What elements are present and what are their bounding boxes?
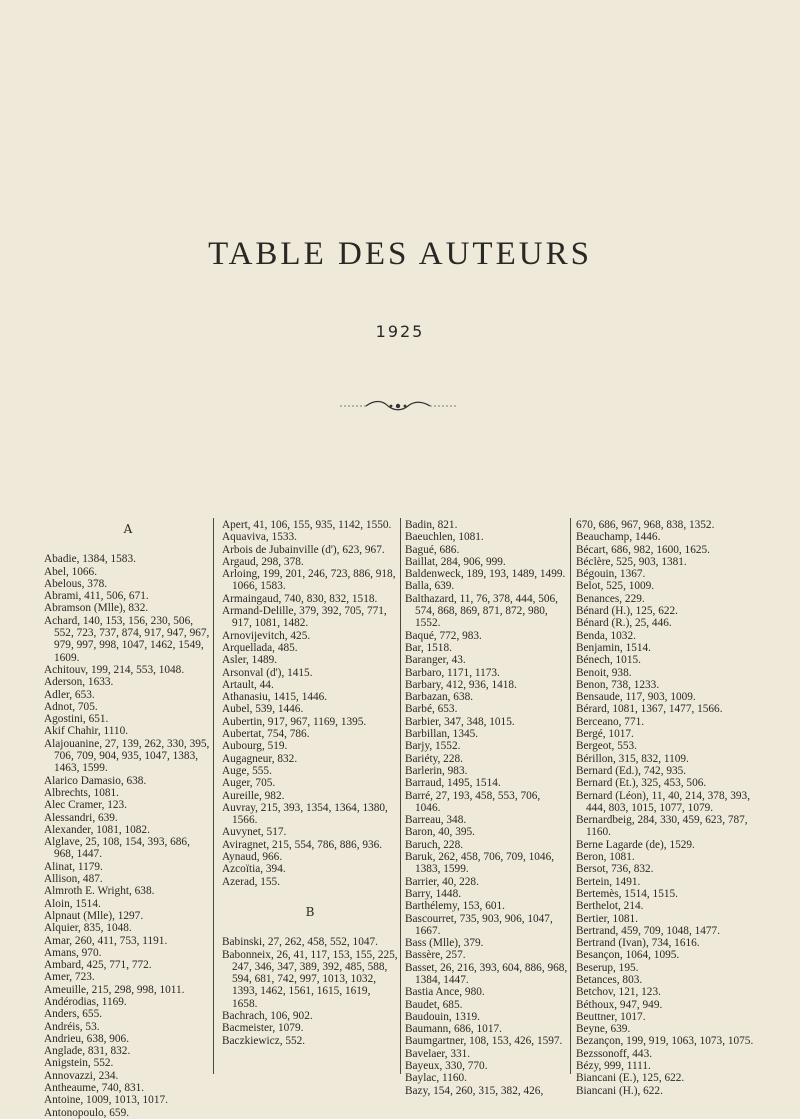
author-entry: Bégouin, 1367. <box>576 568 646 581</box>
author-entry: Betchov, 121, 123. <box>576 986 661 999</box>
author-entry: Arbois de Jubainville (d'), 623, 967. <box>222 543 385 556</box>
author-entry: Bensaude, 117, 903, 1009. <box>576 691 696 704</box>
author-entry: Augagneur, 832. <box>222 752 298 765</box>
author-entry: Baylac, 1160. <box>405 1072 468 1085</box>
author-entry: Allison, 487. <box>44 873 103 886</box>
author-entry: Barbazan, 638. <box>405 691 474 704</box>
author-entry: Alpnaut (Mlle), 1297. <box>44 909 144 922</box>
author-entry: Barbier, 347, 348, 1015. <box>405 715 515 728</box>
author-entry: Bénech, 1015. <box>576 654 641 667</box>
author-entry: Beyne, 639. <box>576 1023 631 1036</box>
author-entry: Aubertat, 754, 786. <box>222 728 310 741</box>
author-entry: Bénard (H.), 125, 622. <box>576 605 678 618</box>
author-entry: Andréis, 53. <box>44 1020 100 1033</box>
author-entry: Barraud, 1495, 1514. <box>405 777 501 790</box>
author-entry: Bertier, 1081. <box>576 912 638 925</box>
author-entry: Baruk, 262, 458, 706, 709, 1046, 1383, 1599. <box>405 851 555 876</box>
author-entry: Achitouv, 199, 214, 553, 1048. <box>44 663 185 676</box>
author-entry: Beuttner, 1017. <box>576 1010 646 1023</box>
author-entry: Azcoïtia, 394. <box>222 863 286 876</box>
author-entry: Béclère, 525, 903, 1381. <box>576 555 687 568</box>
author-entry: Bar, 1518. <box>405 641 452 654</box>
author-entry: Antoine, 1009, 1013, 1017. <box>44 1094 168 1107</box>
author-entry: Alinat, 1179. <box>44 860 103 873</box>
author-entry: Bezssonoff, 443. <box>576 1047 653 1060</box>
ornament-flourish-icon <box>338 398 458 414</box>
author-entry: Adler, 653. <box>44 688 95 701</box>
author-entry: Auge, 555. <box>222 764 272 777</box>
author-entry: Antheaume, 740, 831. <box>44 1082 145 1095</box>
author-entry: Berceano, 771. <box>576 715 645 728</box>
author-entry: Armaingaud, 740, 830, 832, 1518. <box>222 592 378 605</box>
author-entry: Alec Cramer, 123. <box>44 799 127 812</box>
author-entry: Auvray, 215, 393, 1354, 1364, 1380, 1566. <box>222 801 388 827</box>
author-entry: Bagué, 686. <box>405 543 460 556</box>
author-entry: Alquier, 835, 1048. <box>44 922 132 935</box>
author-entry: Abramson (Mlle), 832. <box>44 602 149 615</box>
author-entry: Argaud, 298, 378. <box>222 555 304 568</box>
author-entry: Biancani (H.), 622. <box>576 1084 663 1097</box>
author-entry: Athanasiu, 1415, 1446. <box>222 691 328 704</box>
author-entry: Arquellada, 485. <box>222 641 298 654</box>
author-entry: 670, 686, 967, 968, 838, 1352. <box>576 519 715 531</box>
author-entry: Besançon, 1064, 1095. <box>576 949 680 962</box>
author-entry: Benjamin, 1514. <box>576 641 651 654</box>
author-entry: Auvynet, 517. <box>222 826 287 839</box>
author-entry: Adnot, 705. <box>44 700 98 713</box>
author-entry: Benances, 229. <box>576 592 645 605</box>
author-entry: Bénard (R.), 25, 446. <box>576 617 672 630</box>
author-entry: Barbé, 653. <box>405 703 458 716</box>
author-entry: Baudouin, 1319. <box>405 1010 480 1023</box>
author-entry: Bertein, 1491. <box>576 875 641 888</box>
author-entry: Alajouanine, 27, 139, 262, 330, 395, 706, 709, 904, 935, 1047, 1383, 1463, 1599. <box>44 737 210 775</box>
author-entry: Berthelot, 214. <box>576 900 644 913</box>
author-entry: Baumann, 686, 1017. <box>405 1023 502 1036</box>
author-entry: Aubel, 539, 1446. <box>222 703 304 716</box>
author-entry: Agostini, 651. <box>44 713 109 726</box>
author-entry: Baeuchlen, 1081. <box>405 531 484 544</box>
column-divider <box>570 518 571 1074</box>
author-entry: Baldenweck, 189, 193, 1489, 1499. <box>405 568 566 581</box>
author-entry: Bazy, 154, 260, 315, 382, 426, <box>405 1084 544 1097</box>
author-entry: Bariéty, 228. <box>405 752 463 765</box>
author-entry: Aureille, 982. <box>222 789 285 802</box>
author-entry: Auger, 705. <box>222 777 276 790</box>
author-entry: Betances, 803. <box>576 973 643 986</box>
author-entry: Aloin, 1514. <box>44 897 101 910</box>
author-entry: Aviragnet, 215, 554, 786, 886, 936. <box>222 838 383 851</box>
author-entry: Barjy, 1552. <box>405 740 461 753</box>
author-entry: Bertemès, 1514, 1515. <box>576 887 678 900</box>
author-entry: Barbary, 412, 936, 1418. <box>405 678 517 691</box>
author-entry: Beserup, 195. <box>576 961 639 974</box>
author-entry: Babonneix, 26, 41, 117, 153, 155, 225, 247, 346, 347, 389, 392, 485, 588, 594, 681, 742, 997, 1013, 1032, 1393, 1462, 1561, 1615, 1619, 1658. <box>222 948 398 1010</box>
author-entry: Ambard, 425, 771, 772. <box>44 959 152 972</box>
author-entry: Biancani (E.), 125, 622. <box>576 1072 685 1085</box>
author-entry: Aubourg, 519. <box>222 740 288 753</box>
author-entry: Ameuille, 215, 298, 998, 1011. <box>44 983 185 996</box>
author-entry: Andérodias, 1169. <box>44 995 127 1008</box>
author-entry: Bertrand (Ivan), 734, 1616. <box>576 937 700 950</box>
author-entry: Alglave, 25, 108, 154, 393, 686, 968, 1447. <box>44 836 190 861</box>
author-entry: Berne Lagarde (de), 1529. <box>576 838 695 851</box>
author-entry: Aynaud, 966. <box>222 851 283 864</box>
author-entry: Benoit, 938. <box>576 666 632 679</box>
author-entry: Belot, 525, 1009. <box>576 580 655 593</box>
author-entry: Benon, 738, 1233. <box>576 678 660 691</box>
author-entry: Balla, 639. <box>405 580 455 593</box>
author-entry: Bernard (Léon), 11, 40, 214, 378, 393, 444, 803, 1015, 1077, 1079. <box>576 789 751 814</box>
author-entry: Asler, 1489. <box>222 654 278 667</box>
author-entry: Bergé, 1017. <box>576 728 634 741</box>
section-letter: A <box>123 522 133 536</box>
author-entry: Bezançon, 199, 919, 1063, 1073, 1075. <box>576 1035 754 1048</box>
author-entry: Barreau, 348. <box>405 814 467 827</box>
author-entry: Bass (Mlle), 379. <box>405 937 484 950</box>
author-entry: Baruch, 228. <box>405 838 464 851</box>
author-entry: Antonopoulo, 659. <box>44 1106 130 1119</box>
index-column-3 <box>405 519 568 1097</box>
author-entry: Anders, 655. <box>44 1008 103 1021</box>
author-entry: Babinski, 27, 262, 458, 552, 1047. <box>222 936 378 949</box>
author-entry: Artault, 44. <box>222 678 274 691</box>
author-entry: Akif Chahir, 1110. <box>44 725 129 738</box>
author-entry: Bacmeister, 1079. <box>222 1022 304 1035</box>
author-entry: Almroth E. Wright, 638. <box>44 885 155 898</box>
column-divider <box>213 518 214 1074</box>
author-entry: Barrier, 40, 228. <box>405 875 479 888</box>
author-entry: Achard, 140, 153, 156, 230, 506, 552, 723, 737, 874, 917, 947, 967, 979, 997, 998, 1047, 1462, 1549, 1609. <box>44 614 210 664</box>
author-entry: Bayeux, 330, 770. <box>405 1060 488 1073</box>
author-entry: Bérard, 1081, 1367, 1477, 1566. <box>576 703 723 716</box>
author-entry: Bérillon, 315, 832, 1109. <box>576 752 689 765</box>
author-entry: Barbillan, 1345. <box>405 728 479 741</box>
author-entry: Baumgartner, 108, 153, 426, 1597. <box>405 1035 563 1048</box>
index-column-4 <box>576 519 756 1097</box>
author-entry: Béthoux, 947, 949. <box>576 998 663 1011</box>
author-entry: Baranger, 43. <box>405 654 466 667</box>
author-entry: Amer, 723. <box>44 971 95 984</box>
author-entry: Alexander, 1081, 1082. <box>44 823 150 836</box>
author-entry: Bernardbeig, 284, 330, 459, 623, 787, 1160. <box>576 814 748 839</box>
author-entry: Bernard (Et.), 325, 453, 506. <box>576 777 707 790</box>
author-entry: Bachrach, 106, 902. <box>222 1009 313 1022</box>
author-entry: Bézy, 999, 1111. <box>576 1060 651 1073</box>
author-entry: Aderson, 1633. <box>44 676 114 689</box>
author-entry: Arloing, 199, 201, 246, 723, 886, 918, 1066, 1583. <box>222 568 396 593</box>
author-entry: Bécart, 686, 982, 1600, 1625. <box>576 543 710 556</box>
author-entry: Aubertin, 917, 967, 1169, 1395. <box>222 715 367 728</box>
author-entry: Bertrand, 459, 709, 1048, 1477. <box>576 924 721 937</box>
index-column-1 <box>44 519 212 1119</box>
author-entry: Baqué, 772, 983. <box>405 629 482 642</box>
author-entry: Amar, 260, 411, 753, 1191. <box>44 934 168 947</box>
author-entry: Bastia Ance, 980. <box>405 986 485 999</box>
author-entry: Alarico Damasio, 638. <box>44 774 147 787</box>
author-entry: Annovazzi, 234. <box>44 1069 119 1082</box>
author-entry: Abrami, 411, 506, 671. <box>44 590 149 603</box>
author-entry: Bersot, 736, 832. <box>576 863 654 876</box>
author-entry: Abelous, 378. <box>44 577 108 590</box>
author-entry: Abadie, 1384, 1583. <box>44 553 136 566</box>
author-entry: Apert, 41, 106, 155, 935, 1142, 1550. <box>222 519 392 531</box>
author-entry: Bavelaer, 331. <box>405 1047 471 1060</box>
author-entry: Benda, 1032. <box>576 629 636 642</box>
author-entry: Bassère, 257. <box>405 949 466 962</box>
author-entry: Barbaro, 1171, 1173. <box>405 666 500 679</box>
author-entry: Beauchamp, 1446. <box>576 531 661 544</box>
year-label: 1925 <box>375 322 425 341</box>
author-entry: Barré, 27, 193, 458, 553, 706, 1046. <box>405 789 541 814</box>
author-entry: Azerad, 155. <box>222 875 281 888</box>
author-entry: Anglade, 831, 832. <box>44 1045 131 1058</box>
author-entry: Albrechts, 1081. <box>44 786 119 799</box>
author-entry: Beron, 1081. <box>576 851 635 864</box>
author-entry: Baron, 40, 395. <box>405 826 475 839</box>
author-entry: Badin, 821. <box>405 519 458 531</box>
column-divider <box>400 518 401 1074</box>
author-entry: Basset, 26, 216, 393, 604, 886, 968, 1384, 1447. <box>405 961 568 986</box>
author-entry: Baillat, 284, 906, 999. <box>405 555 506 568</box>
page-title: TABLE DES AUTEURS <box>208 236 592 272</box>
author-entry: Barry, 1448. <box>405 887 462 900</box>
author-entry: Barthélemy, 153, 601. <box>405 900 505 913</box>
author-entry: Alessandri, 639. <box>44 811 118 824</box>
index-column-2 <box>222 519 398 1047</box>
author-entry: Armand-Delille, 379, 392, 705, 771, 917, 1081, 1482. <box>222 605 387 630</box>
author-entry: Abel, 1066. <box>44 565 98 578</box>
author-entry: Bergeot, 553. <box>576 740 637 753</box>
author-entry: Balthazard, 11, 76, 378, 444, 506, 574, 868, 869, 871, 872, 980, 1552. <box>405 592 559 630</box>
author-entry: Arsonval (d'), 1415. <box>222 666 313 679</box>
author-entry: Andrieu, 638, 906. <box>44 1032 130 1045</box>
author-entry: Bascourret, 735, 903, 906, 1047, 1667. <box>405 912 553 937</box>
author-entry: Anigstein, 552. <box>44 1057 114 1070</box>
section-letter: B <box>305 904 315 919</box>
author-entry: Bernard (Ed.), 742, 935. <box>576 764 687 777</box>
author-entry: Baczkiewicz, 552. <box>222 1034 306 1047</box>
author-entry: Arnovijevitch, 425. <box>222 629 311 642</box>
author-entry: Baudet, 685. <box>405 998 463 1011</box>
author-entry: Amans, 970. <box>44 946 102 959</box>
author-entry: Barlerin, 983. <box>405 764 468 777</box>
author-entry: Aquaviva, 1533. <box>222 531 297 544</box>
